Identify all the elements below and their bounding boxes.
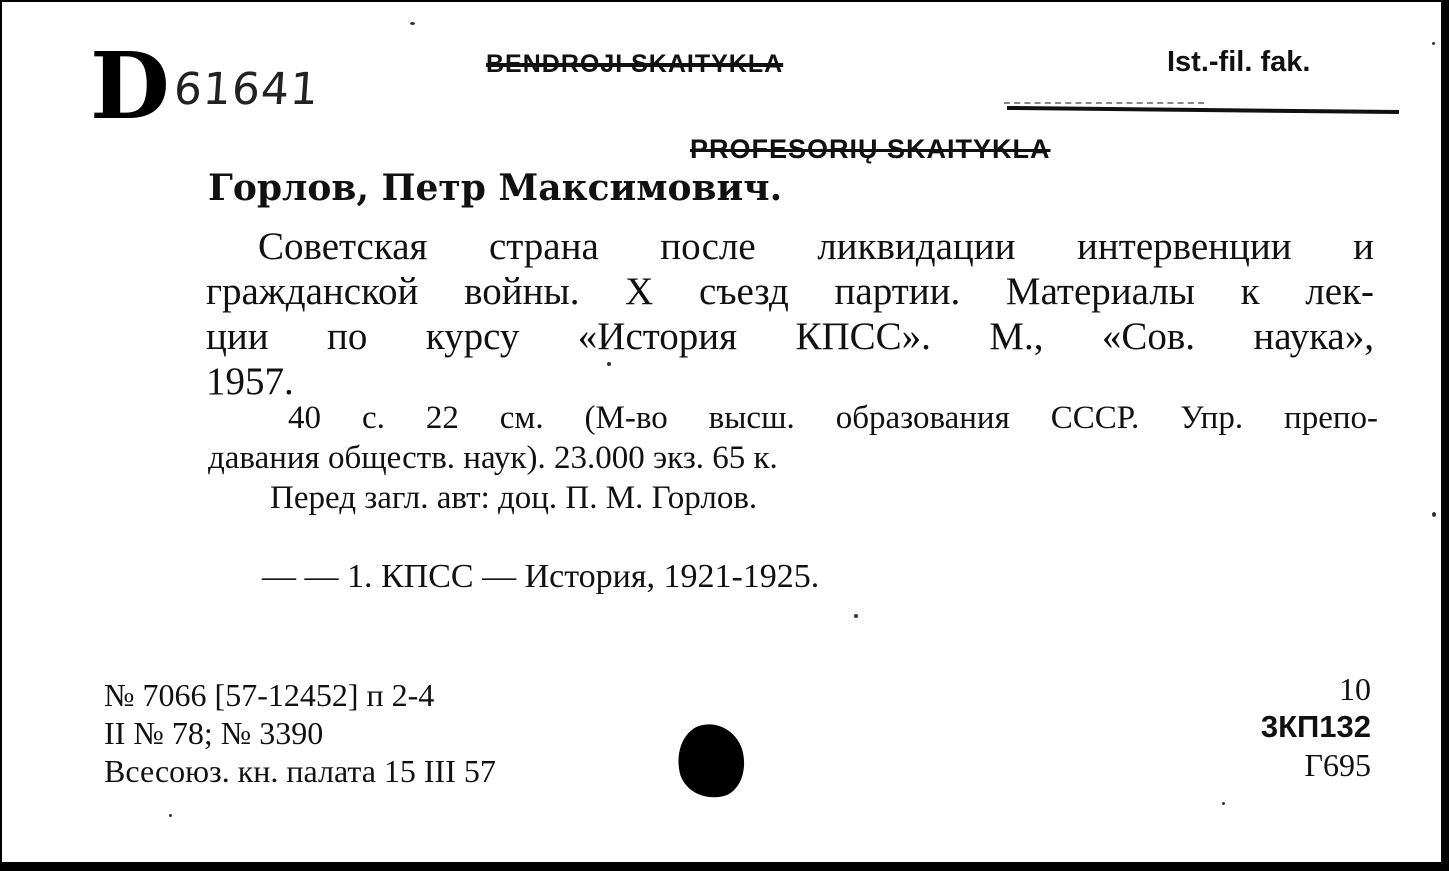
title-line: 1957.	[206, 360, 294, 403]
dust-speck	[410, 22, 415, 25]
dust-speck	[169, 814, 172, 817]
registration-line: Всесоюз. кн. палата 15 III 57	[104, 753, 496, 789]
classification-line: 10	[1339, 671, 1371, 707]
dust-speck	[854, 614, 858, 618]
ink-blot	[671, 718, 751, 804]
registration-info	[104, 676, 496, 790]
collection-letter: D	[90, 32, 170, 140]
dust-speck	[607, 362, 611, 366]
dust-speck	[1432, 512, 1436, 517]
subject-heading: — — 1. КПСС — История, 1921-1925.	[262, 558, 820, 595]
description-line: давания обществ. наук). 23.000 экз. 65 к.	[208, 440, 778, 476]
title-line: Советская страна после ликвидации интервенции и	[258, 225, 1374, 268]
classification-line: Г695	[1304, 747, 1371, 783]
classification-info	[1261, 670, 1371, 784]
dust-speck	[1222, 802, 1225, 805]
handwritten-accession-number: 61641	[172, 64, 321, 115]
author-heading: Горлов, Петр Максимович.	[208, 167, 783, 209]
stamp-reading-room: BENDROJI SKAITYKLA	[486, 50, 784, 78]
stamp-faculty: Ist.-fil. fak.	[1167, 46, 1311, 78]
stamp-professors-room: PROFESORIŲ SKAITYKLA	[690, 134, 1051, 164]
stamp-underline	[1007, 106, 1399, 114]
description-line: 40 с. 22 см. (М-во высш. образования СССР. Упр. препо-	[288, 400, 1378, 436]
dust-speck	[1432, 42, 1435, 45]
registration-line: II № 78; № 3390	[104, 715, 324, 751]
title-statement	[206, 224, 1374, 404]
faint-stamp-mark	[1004, 76, 1204, 104]
physical-description	[208, 398, 1378, 518]
registration-line: № 7066 [57-12452] п 2-4	[104, 677, 435, 713]
title-line: гражданской войны. X съезд партии. Материалы к лек-	[206, 270, 1374, 313]
description-line: Перед загл. авт: доц. П. М. Горлов.	[270, 480, 758, 516]
title-line: ции по курсу «История КПСС». М., «Сов. наука»,	[206, 315, 1374, 358]
classification-line: 3КП132	[1260, 709, 1371, 744]
